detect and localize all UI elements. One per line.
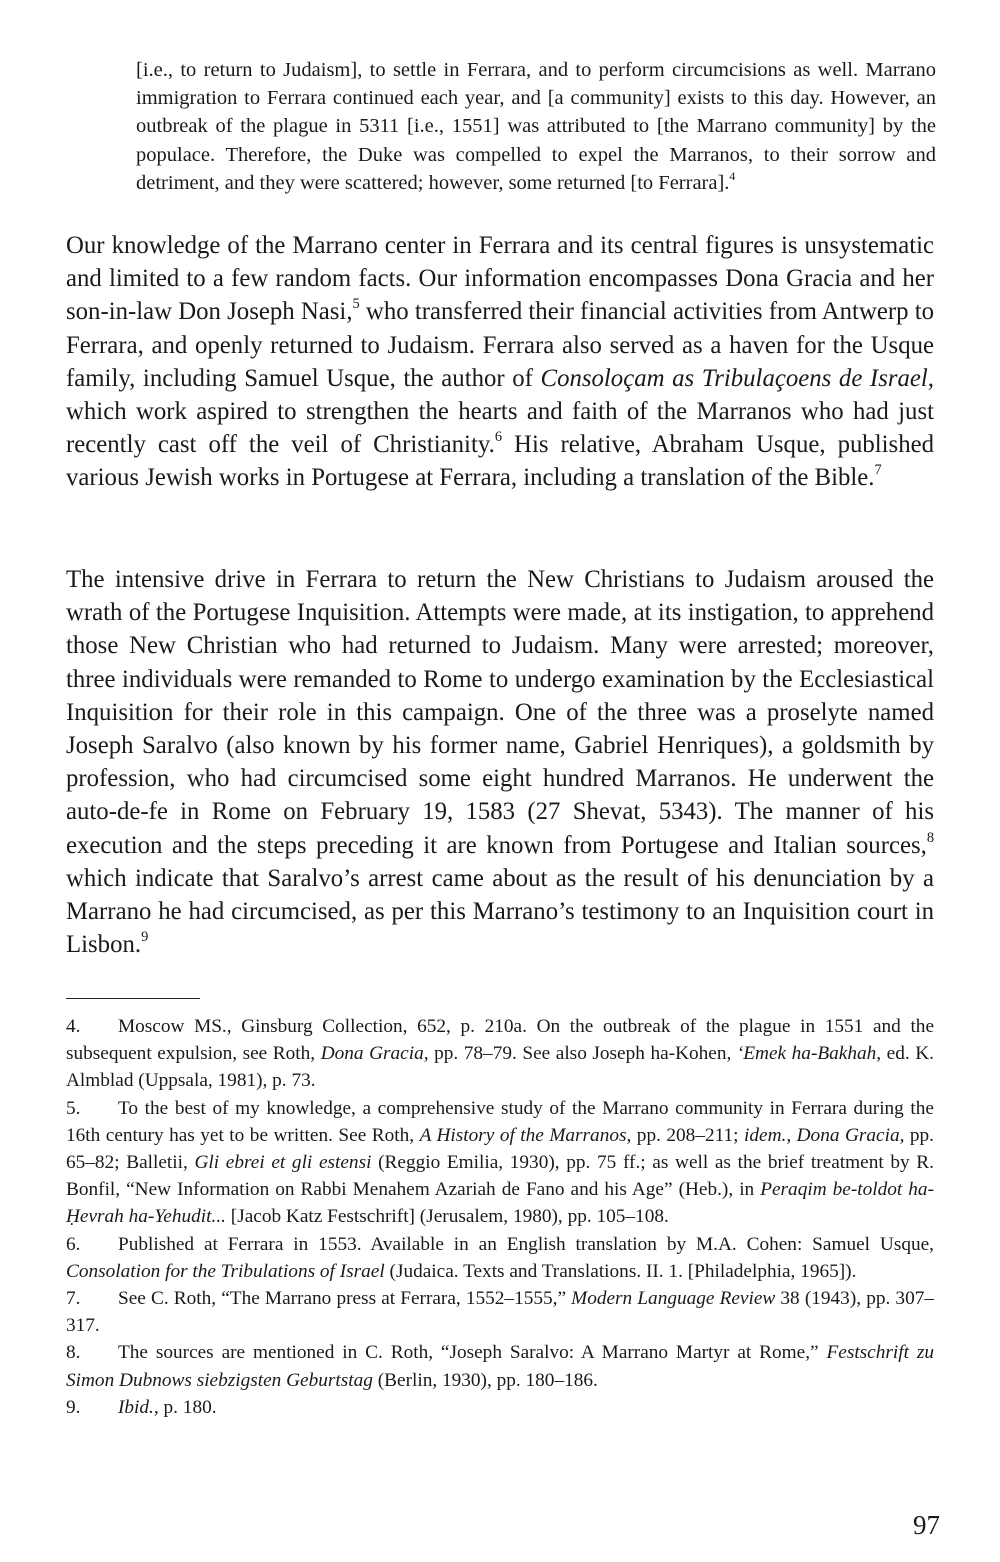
footnote-text: ed. K. Almblad (Uppsala, 1981), p. 73. [66,1043,934,1092]
footnote-number: 9. [66,1396,81,1418]
footnote-text: Moscow MS., Ginsburg Collection, 652, p. 210a. On the outbreak of the plague in 1551 and the subsequent expulsion, see Roth, [66,1016,934,1065]
footnote-text: (Reggio Emilia, 1930), pp. 75 ff.; as well as the brief treatment by R. Bonfil, “New Information on Rabbi Menahem Azariah de Fano and his Age” (Heb.), in [66,1152,934,1201]
footnote-9 [66,1394,934,1421]
footnote-title: Ibid., [118,1396,159,1418]
footnotes [66,1013,934,1421]
footnote-text: See C. Roth, “The Marrano press at Ferrara, 1552–1555,” [118,1288,572,1310]
footnote-text: To the best of my knowledge, a comprehensive study of the Marrano community in Ferrara during the 16th century has yet to be written. See Roth, [66,1097,934,1146]
paragraph-text: His relative, Abraham Usque, published various Jewish works in Portugese at Ferrara, including a translation of the Bible. [66,431,934,492]
footnote-divider [66,998,200,999]
footnote-7 [66,1285,934,1339]
book-title: Consoloçam as Tribulaçoens de Israel, [540,364,934,392]
footnote-title: Dona Gracia, [320,1043,429,1065]
paragraph-text: Our knowledge of the Marrano center in Ferrara and its central figures is unsystematic and limited to a few random facts. Our information encompasses Dona Gracia and her son-in-law Don Joseph Nasi, [66,232,934,326]
footnote-ref-4[interactable]: 4 [729,168,736,183]
footnote-ref-7[interactable]: 7 [874,462,882,479]
footnote-ref-5[interactable]: 5 [352,296,360,313]
footnote-4 [66,1013,934,1095]
page-number: 97 [913,1510,940,1540]
footnote-text: (Judaica. Texts and Translations. II. 1. [Philadelphia, 1965]). [384,1260,857,1282]
paragraph-text: which indicate that Saralvo’s arrest came about as the result of his denunciation by a Marrano he had circumcised, as per this Marrano’s testimony to an Inquisition court in Lisbon. [66,864,934,959]
footnote-title: Peraqim be-toldot ha-Ḥevrah ha-Yehudit... [66,1179,934,1228]
footnote-number: 6. [66,1233,81,1255]
quote-text: [i.e., to return to Judaism], to settle in Ferrara, and to perform circumcisions as well. Marrano immigration to Ferrara continued each year, and [a community] exists to this day. However, an outbreak of the plague in 5311 [i.e., 1551] was attributed to [the Marrano community] by the populace. Therefore, the Duke was compelled to expel the Marranos, to their sorrow and detriment, and they were scattered; however, some returned [to Ferrara]. [136,59,936,194]
footnote-ref-8[interactable]: 8 [926,829,934,846]
footnote-6 [66,1231,934,1285]
footnote-ref-9[interactable]: 9 [141,929,149,946]
footnote-text: pp. 65–82; Balletii, [66,1124,934,1174]
footnote-title: Modern Language Review [571,1288,776,1310]
footnote-text: pp. 208–211; [631,1124,745,1146]
footnote-title: Festschrift zu Simon Dubnows siebzigsten Geburtstag [66,1342,934,1391]
footnote-5 [66,1095,934,1231]
footnote-text: [Jacob Katz Festschrift] (Jerusalem, 1980), pp. 105–108. [225,1206,669,1228]
body-paragraph-2 [66,563,934,961]
footnote-8 [66,1339,934,1393]
paragraph-text: The intensive drive in Ferrara to return the New Christians to Judaism aroused the wrath of the Portugese Inquisition. Attempts were made, at its instigation, to apprehend those New Christian who had returned to Judaism. Many were arrested; moreover, three individuals were remanded to Rome to undergo examination by the Ecclesiastical Inquisition for their role in this campaign. One of the three was a proselyte named Joseph Saralvo (also known by his former name, Gabriel Henriques), a goldsmith by profession, who had circumcised some eight hundred Marranos. He underwent the auto-de-fe in Rome on February 19, 1583 (27 Shevat, 5343). The manner of his execution and the steps preceding it are known from Portugese and Italian sources, [66,566,934,859]
footnote-number: 8. [66,1342,81,1364]
body-paragraph-1 [66,229,934,495]
footnote-number: 7. [66,1288,81,1310]
footnote-title: Gli ebrei et gli estensi [194,1152,372,1174]
paragraph-text: who transferred their financial activities from Antwerp to Ferrara, and openly returned to Judaism. Ferrara also served as a haven for the Usque family, including Samuel Usque, the author of [66,298,935,392]
footnote-title: ‘Emek ha-Bakhah, [736,1043,882,1065]
footnote-text: p. 180. [158,1396,217,1418]
block-quote [136,56,936,197]
footnote-text: The sources are mentioned in C. Roth, “Joseph Saralvo: A Marrano Martyr at Rome,” [118,1342,827,1364]
footnote-ref-6[interactable]: 6 [494,429,503,446]
footnote-text: Published at Ferrara in 1553. Available in an English translation by M.A. Cohen: Samuel Usque, [118,1233,934,1255]
paragraph-text: which work aspired to strengthen the hearts and faith of the Marranos who had just recently cast off the veil of Christianity. [66,398,934,459]
footnote-text: (Berlin, 1930), pp. 180–186. [372,1369,598,1391]
footnote-text: pp. 78–79. See also Joseph ha-Kohen, [428,1043,737,1065]
footnote-number: 5. [66,1097,81,1119]
footnote-text: 38 (1943), pp. 307–317. [66,1288,934,1337]
footnote-title: idem., Dona Gracia, [744,1124,905,1146]
footnote-title: Consolation for the Tribulations of Israel [66,1260,385,1282]
footnote-title: A History of the Marranos, [419,1124,632,1146]
footnote-number: 4. [66,1016,81,1037]
